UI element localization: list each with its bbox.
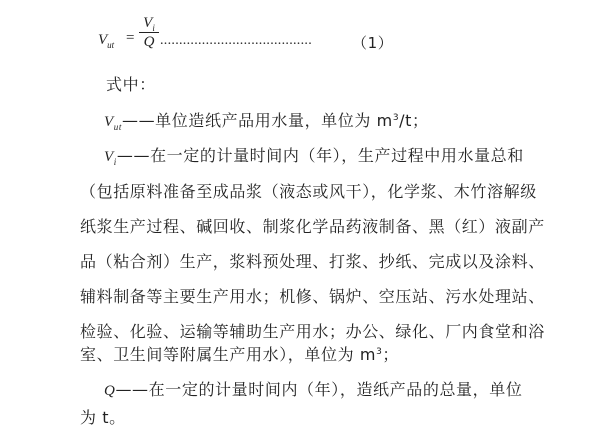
definition-q xyxy=(104,380,522,401)
def-vi-line: 检验、化验、运输等辅助生产用水；办公、绿化、厂内食堂和浴 xyxy=(80,322,545,341)
def-vut-symbol: V xyxy=(104,114,114,130)
equation-number: （1） xyxy=(352,34,394,52)
def-vi-subscript: i xyxy=(113,157,117,167)
def-vut-text: ——单位造纸产品用水量，单位为 m xyxy=(121,111,393,130)
fraction-numerator: $V_i$ xyxy=(143,15,155,33)
def-vi-line: 品（粘合剂）生产，浆料预处理、打浆、抄纸、完成以及涂料、 xyxy=(80,252,545,271)
definition-vi xyxy=(104,146,524,168)
def-q-symbol: Q xyxy=(104,383,116,399)
formula-fraction xyxy=(138,13,160,51)
formula-equals: = xyxy=(126,30,135,46)
def-vut-unit-sup: 3 xyxy=(392,113,400,123)
def-vut-subscript: ut xyxy=(113,122,122,132)
def-vi-text: ——在一定的计量时间内（年），生产过程中用水量总和 xyxy=(116,146,524,165)
def-q-text: ——在一定的计量时间内（年），造纸产品的总量，单位 xyxy=(115,380,523,399)
formula-lhs: $V_{ut}$ xyxy=(98,32,115,50)
formula-dot-leader: ........................................ xyxy=(160,33,312,48)
where-label: 式中： xyxy=(106,75,156,94)
def-vi-last-end: ； xyxy=(382,345,400,364)
def-vi-line: 纸浆生产过程、碱回收、制浆化学品药液制备、黑（红）液副产 xyxy=(80,217,545,236)
def-vi-symbol: V xyxy=(104,149,114,165)
def-q-continuation: 为 t。 xyxy=(80,408,126,427)
fraction-denominator: Q xyxy=(143,34,155,50)
def-vi-line: 辅料制备等主要生产用水；机修、锅炉、空压站、污水处理站、 xyxy=(80,287,545,306)
def-vi-last-line xyxy=(80,345,399,368)
def-vut-text-end: /t； xyxy=(399,111,429,130)
def-vi-line: （包括原料准备至成品浆（液态或风干），化学浆、木竹溶解级 xyxy=(80,182,537,201)
def-vi-last-text: 室、卫生间等附属生产用水），单位为 m xyxy=(80,345,377,364)
def-vi-unit-sup: 3 xyxy=(376,347,383,357)
fraction-bar xyxy=(139,32,159,33)
definition-vut xyxy=(104,111,429,134)
